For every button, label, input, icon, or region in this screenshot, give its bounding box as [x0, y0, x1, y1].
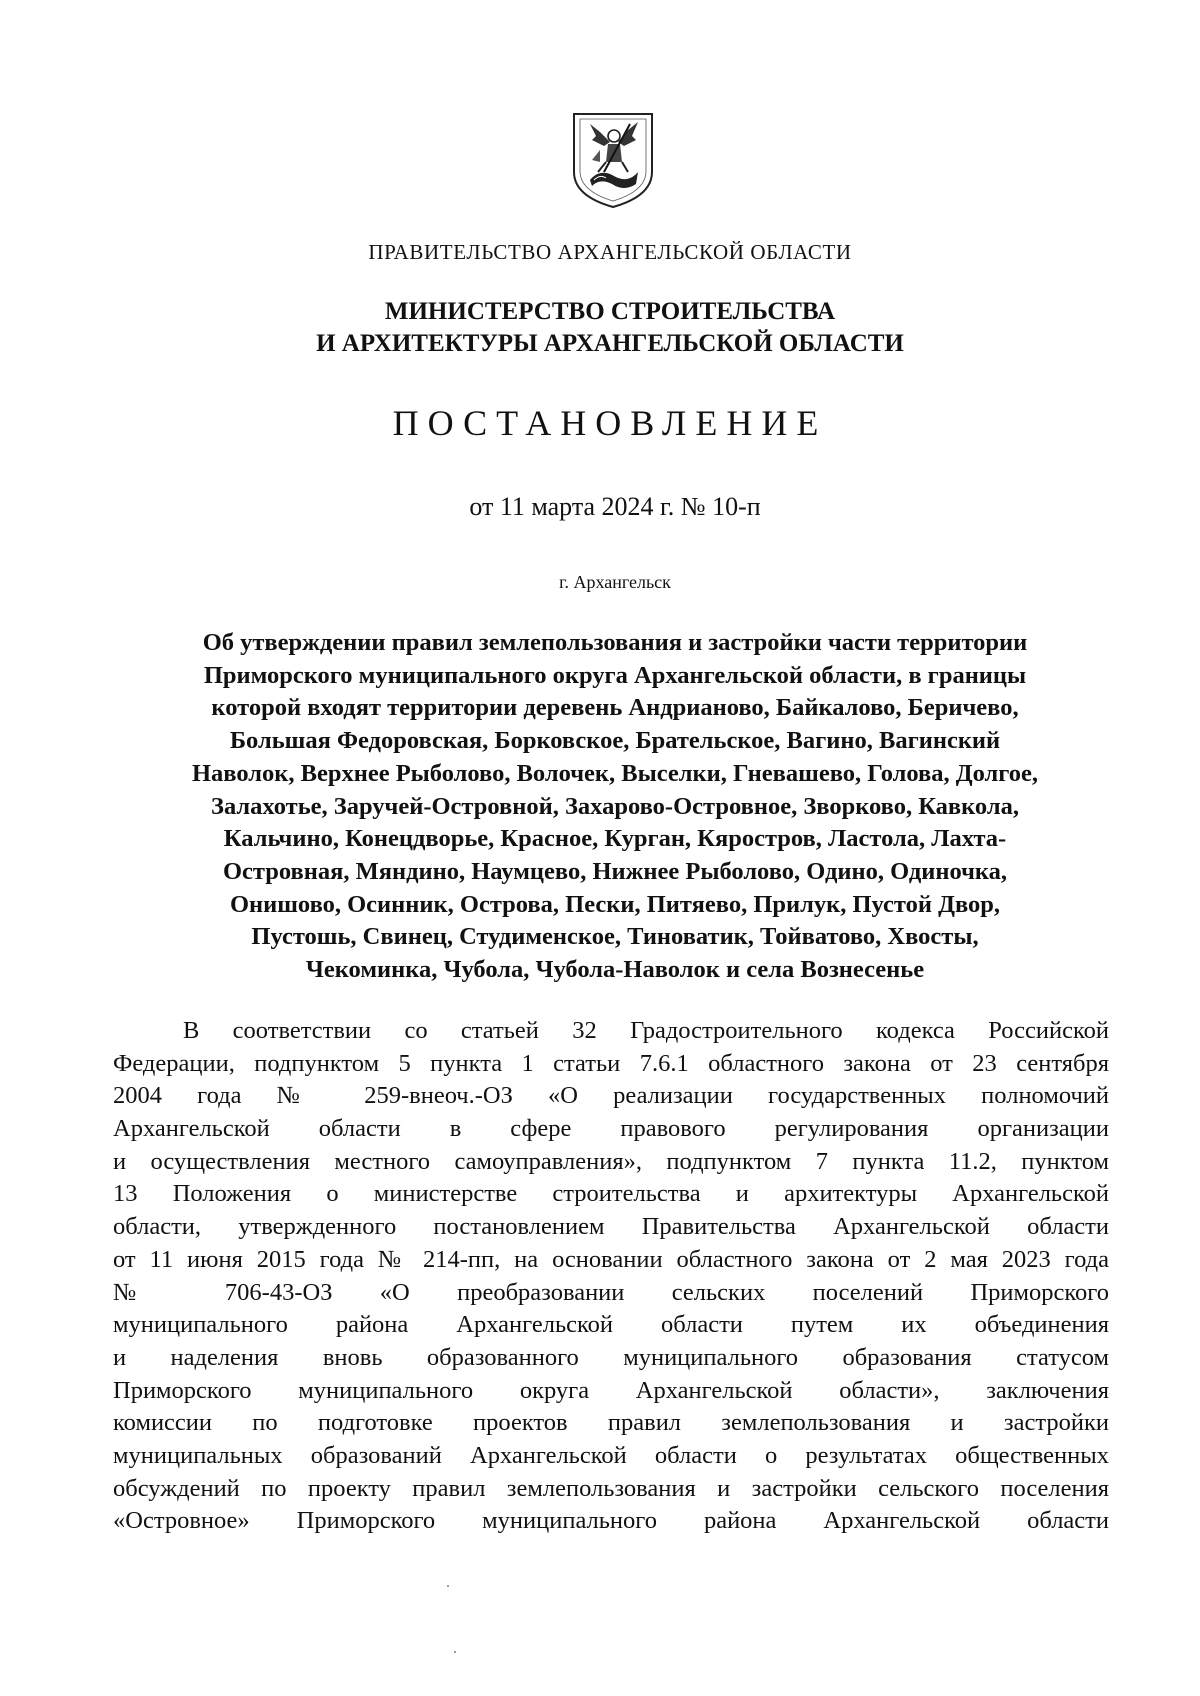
title-line: Большая Федоровская, Борковское, Брательское, Вагино, Вагинский: [229, 727, 1001, 755]
ministry-name: [0, 296, 1200, 360]
title-line: Островная, Мяндино, Наумцево, Нижнее Рыболово, Одино, Одиночка,: [222, 857, 1008, 885]
body-line: муниципального района Архангельской области путем их объединения: [113, 1311, 1109, 1339]
title-line: Онишово, Осинник, Острова, Пески, Питяево, Прилук, Пустой Двор,: [229, 890, 1001, 918]
body-line: обсуждений по проекту правил землепользования и застройки сельского поселения: [113, 1474, 1109, 1502]
document-date-number: от 11 марта 2024 г. № 10-п: [469, 492, 761, 521]
body-line: В соответствии со статьей 32 Градостроительного кодекса Российской: [183, 1017, 1109, 1044]
scan-speck: [447, 1585, 449, 1587]
title-line: Пустошь, Свинец, Студименское, Тиноватик, Тойватово, Хвосты,: [251, 923, 979, 951]
body-line: комиссии по подготовке проектов правил землепользования и застройки: [113, 1409, 1109, 1437]
body-line: области, утвержденного постановлением Правительства Архангельской области: [113, 1213, 1109, 1241]
body-line: «Островное» Приморского муниципального района Архангельской области: [113, 1507, 1109, 1535]
body-line: муниципальных образований Архангельской области о результатах общественных: [113, 1441, 1109, 1469]
body-line: Архангельской области в сфере правового регулирования организации: [113, 1115, 1109, 1143]
body-line: 13 Положения о министерстве строительства и архитектуры Архангельской: [113, 1180, 1109, 1208]
body-line: Федерации, подпунктом 5 пункта 1 статьи 7.6.1 областного закона от 23 сентября: [113, 1049, 1109, 1077]
title-line: Наволок, Верхнее Рыболово, Волочек, Выселки, Гневашево, Голова, Долгое,: [191, 759, 1039, 787]
body-line: и осуществления местного самоуправления», подпунктом 7 пункта 11.2, пунктом: [113, 1147, 1109, 1175]
document-type: ПОСТАНОВЛЕНИЕ: [392, 403, 828, 443]
coat-of-arms-icon: [570, 110, 656, 210]
title-line: которой входят территории деревень Андрианово, Байкалово, Беричево,: [211, 694, 1019, 722]
title-line: Чекоминка, Чубола, Чубола-Наволок и села Вознесенье: [305, 956, 925, 984]
document-body: [113, 1015, 1109, 1538]
document-city: г. Архангельск: [559, 572, 671, 592]
document-title: [100, 627, 1130, 987]
body-line: и наделения вновь образованного муниципального образования статусом: [113, 1343, 1109, 1371]
government-name: ПРАВИТЕЛЬСТВО АРХАНГЕЛЬСКОЙ ОБЛАСТИ: [368, 240, 852, 264]
ministry-line: И АРХИТЕКТУРЫ АРХАНГЕЛЬСКОЙ ОБЛАСТИ: [316, 330, 904, 357]
body-line: Приморского муниципального округа Архангельской области», заключения: [113, 1376, 1109, 1404]
body-line: от 11 июня 2015 года № 214-пп, на основании областного закона от 2 мая 2023 года: [113, 1245, 1109, 1273]
body-line: № 706-43-ОЗ «О преобразовании сельских поселений Приморского: [113, 1278, 1109, 1306]
title-line: Кальчино, Конецдворье, Красное, Курган, Кяростров, Ластола, Лахта-: [223, 825, 1007, 853]
title-line: Об утверждении правил землепользования и застройки части территории: [202, 629, 1028, 656]
title-line: Залахотье, Заручей-Островной, Захарово-Островное, Зворково, Кавкола,: [211, 792, 1019, 820]
title-line: Приморского муниципального округа Архангельской области, в границы: [203, 661, 1027, 689]
body-line: 2004 года № 259-внеоч.-ОЗ «О реализации государственных полномочий: [113, 1082, 1109, 1110]
scan-speck: [454, 1651, 456, 1653]
ministry-line: МИНИСТЕРСТВО СТРОИТЕЛЬСТВА: [384, 298, 836, 325]
